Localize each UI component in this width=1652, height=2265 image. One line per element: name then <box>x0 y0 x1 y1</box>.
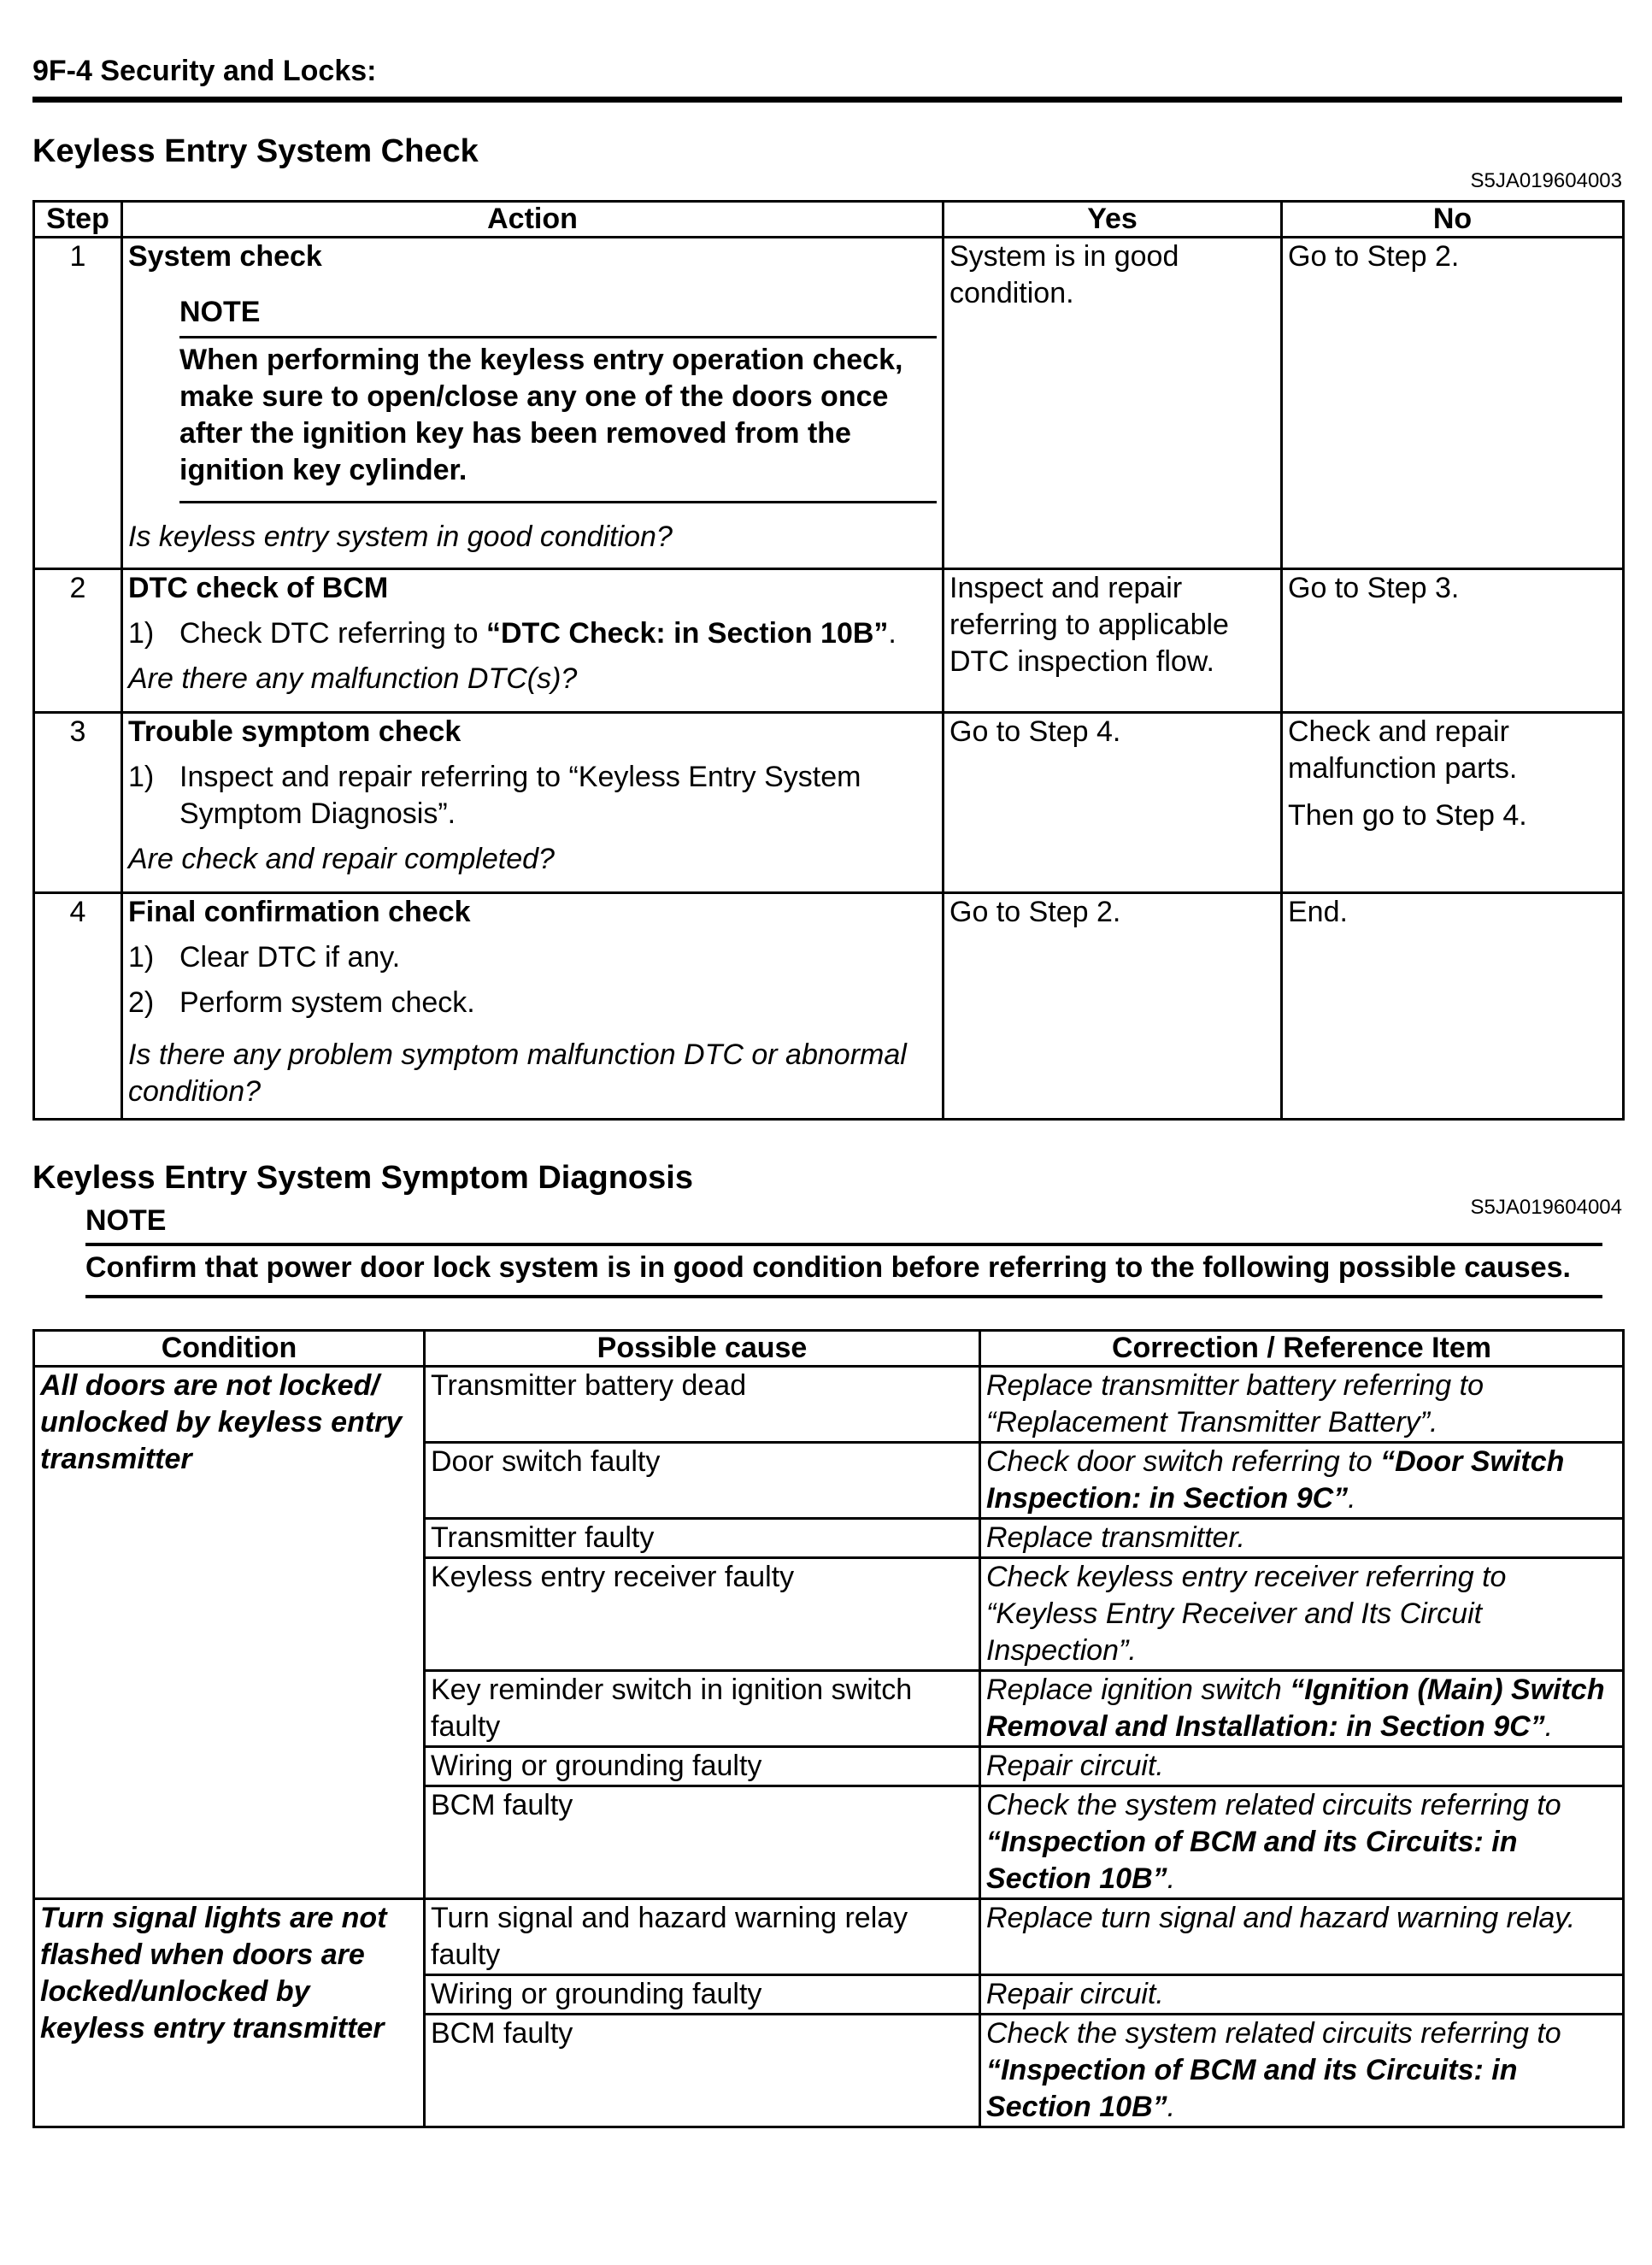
step-title: Final confirmation check <box>128 896 471 928</box>
note-title: NOTE <box>85 1204 167 1237</box>
correction-cell <box>980 1671 1624 1747</box>
note-title: NOTE <box>179 296 261 328</box>
column-header: Possible cause <box>425 1331 980 1367</box>
note-box <box>179 294 937 503</box>
correction-cell <box>980 1443 1624 1519</box>
reference-link[interactable]: “Ignition (Main) Switch Removal and Installation: in Section 9C” <box>986 1674 1605 1743</box>
cause-cell: BCM faulty <box>425 1786 980 1899</box>
correction-text: Check door switch referring to <box>986 1445 1381 1478</box>
table-row <box>34 1899 1624 1975</box>
correction-cell <box>980 1786 1624 1899</box>
step-title: Trouble symptom check <box>128 715 462 748</box>
correction-text: Replace ignition switch <box>986 1674 1290 1706</box>
action-cell <box>122 569 944 713</box>
correction-cell: Replace transmitter. <box>980 1519 1624 1558</box>
cause-cell: Transmitter battery dead <box>425 1367 980 1443</box>
cause-cell: Wiring or grounding faulty <box>425 1975 980 2015</box>
correction-text: Check the system related circuits referring to <box>986 1789 1561 1821</box>
section-title-symptom-diagnosis: Keyless Entry System Symptom Diagnosis <box>32 1160 693 1196</box>
sub-step-plain: Check DTC referring to <box>179 617 486 650</box>
table-row <box>34 713 1624 893</box>
column-header: Step <box>34 202 122 238</box>
column-header: Action <box>122 202 944 238</box>
section-title-system-check: Keyless Entry System Check <box>32 133 479 169</box>
correction-cell: Check keyless entry receiver referring to “Keyless Entry Receiver and Its Circuit Inspection”. <box>980 1558 1624 1671</box>
sub-step-text <box>179 615 937 652</box>
condition-cell: All doors are not locked/ unlocked by keyless entry transmitter <box>34 1367 425 1899</box>
step-question: Is keyless entry system in good condition? <box>128 521 673 553</box>
cause-cell: Wiring or grounding faulty <box>425 1747 980 1786</box>
section-ref-code: S5JA019604004 <box>1470 1196 1622 1219</box>
yes-cell: System is in good condition. <box>944 238 1282 569</box>
step-question: Is there any problem symptom malfunction DTC or abnormal condition? <box>128 1038 907 1108</box>
yes-cell: Go to Step 2. <box>944 893 1282 1120</box>
cause-cell: Door switch faulty <box>425 1443 980 1519</box>
reference-link[interactable]: “Inspection of BCM and its Circuits: in Section 10B” <box>986 1826 1518 1895</box>
step-number: 1 <box>34 238 122 569</box>
sub-step-number: 1) <box>128 761 155 793</box>
cause-cell: Turn signal and hazard warning relay faulty <box>425 1899 980 1975</box>
no-cell <box>1282 713 1624 893</box>
symptom-diagnosis-table <box>32 1329 1625 2128</box>
column-header: Correction / Reference Item <box>980 1331 1624 1367</box>
step-title: System check <box>128 240 322 273</box>
manual-page <box>32 0 1622 2128</box>
cause-cell: Transmitter faulty <box>425 1519 980 1558</box>
sub-step-end: . <box>888 617 897 650</box>
table-row <box>34 569 1624 713</box>
column-header: Condition <box>34 1331 425 1367</box>
page-header: 9F-4 Security and Locks: <box>32 55 1622 103</box>
section-ref-code: S5JA019604003 <box>1470 169 1622 192</box>
reference-link[interactable]: “Door Switch Inspection: in Section 9C” <box>986 1445 1565 1515</box>
correction-end: . <box>1348 1482 1356 1515</box>
step-question: Are check and repair completed? <box>128 843 555 875</box>
note-box <box>85 1203 1602 1298</box>
table-row <box>34 893 1624 1120</box>
correction-cell <box>980 2015 1624 2127</box>
yes-cell: Inspect and repair referring to applicable DTC inspection flow. <box>944 569 1282 713</box>
no-cell: Go to Step 2. <box>1282 238 1624 569</box>
correction-end: . <box>1167 1862 1176 1895</box>
correction-end: . <box>1167 2091 1176 2123</box>
sub-step-number: 1) <box>128 941 155 974</box>
note-body: Confirm that power door lock system is in good condition before referring to the following possible causes. <box>85 1243 1602 1298</box>
step-question: Are there any malfunction DTC(s)? <box>128 662 578 695</box>
no-cell: End. <box>1282 893 1624 1120</box>
sub-step <box>128 985 937 1021</box>
sub-step-text: Perform system check. <box>179 986 475 1019</box>
correction-text: Check the system related circuits referring to <box>986 2017 1561 2050</box>
action-cell <box>122 238 944 569</box>
correction-end: . <box>1544 1710 1554 1743</box>
reference-link[interactable]: “Inspection of BCM and its Circuits: in Section 10B” <box>986 2054 1518 2123</box>
step-number: 4 <box>34 893 122 1120</box>
no-text: Then go to Step 4. <box>1288 799 1527 832</box>
no-cell: Go to Step 3. <box>1282 569 1624 713</box>
correction-cell: Replace transmitter battery referring to “Replacement Transmitter Battery”. <box>980 1367 1624 1443</box>
sub-step-text: Clear DTC if any. <box>179 941 401 974</box>
sub-step-number: 2) <box>128 986 155 1019</box>
table-header-row <box>34 202 1624 238</box>
cause-cell: Keyless entry receiver faulty <box>425 1558 980 1671</box>
system-check-table <box>32 200 1625 1121</box>
column-header: Yes <box>944 202 1282 238</box>
table-row <box>34 238 1624 569</box>
table-row <box>34 1367 1624 1443</box>
table-header-row <box>34 1331 1624 1367</box>
step-title: DTC check of BCM <box>128 572 389 604</box>
correction-cell: Repair circuit. <box>980 1975 1624 2015</box>
action-cell <box>122 893 944 1120</box>
sub-step-text: Inspect and repair referring to “Keyless Entry System Symptom Diagnosis”. <box>179 761 861 830</box>
sub-step-number: 1) <box>128 617 155 650</box>
condition-cell: Turn signal lights are not flashed when doors are locked/unlocked by keyless entry transmitter <box>34 1899 425 2127</box>
sub-step <box>128 759 937 832</box>
note-body: When performing the keyless entry operation check, make sure to open/close any one of the doors once after the ignition key has been removed from the ignition key cylinder. <box>179 336 937 503</box>
sub-step <box>128 939 937 976</box>
column-header: No <box>1282 202 1624 238</box>
step-number: 2 <box>34 569 122 713</box>
correction-cell: Replace turn signal and hazard warning relay. <box>980 1899 1624 1975</box>
reference-link[interactable]: “DTC Check: in Section 10B” <box>486 617 889 650</box>
step-number: 3 <box>34 713 122 893</box>
sub-step <box>128 615 937 652</box>
yes-cell: Go to Step 4. <box>944 713 1282 893</box>
action-cell <box>122 713 944 893</box>
cause-cell: Key reminder switch in ignition switch faulty <box>425 1671 980 1747</box>
no-text: Check and repair malfunction parts. <box>1288 715 1518 785</box>
cause-cell: BCM faulty <box>425 2015 980 2127</box>
correction-cell: Repair circuit. <box>980 1747 1624 1786</box>
